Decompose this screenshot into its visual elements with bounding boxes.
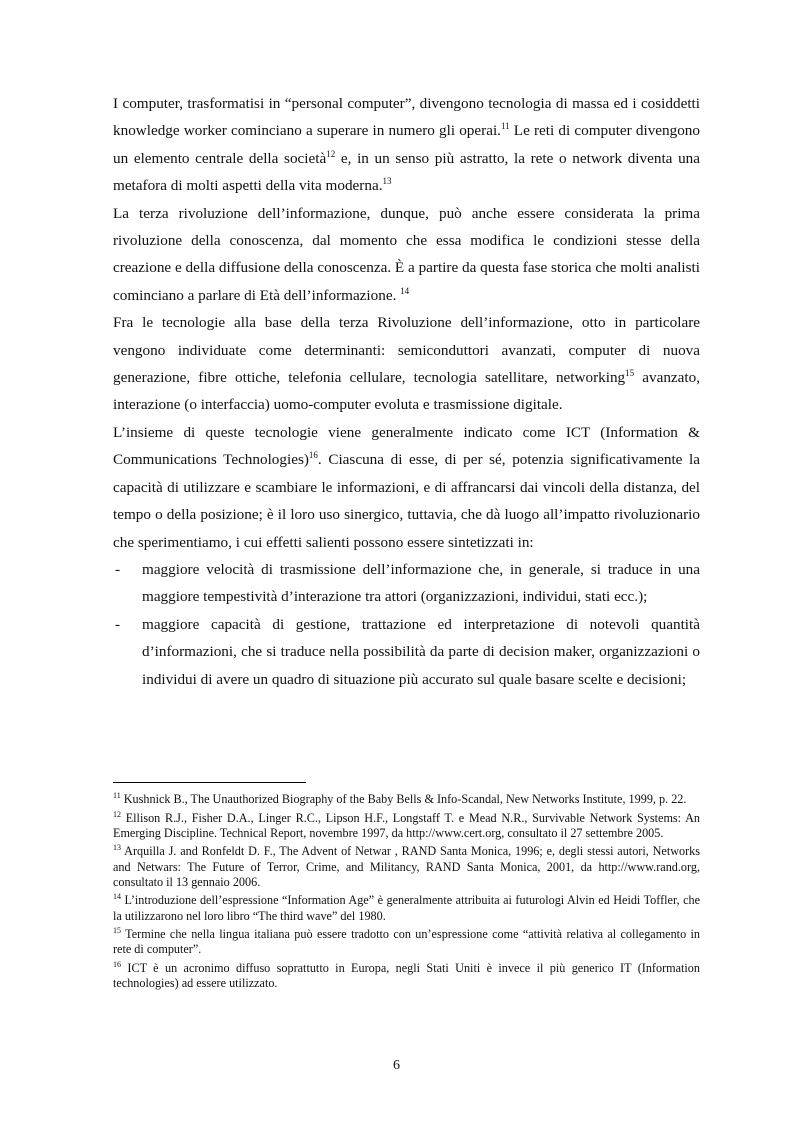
footnote-ref-12[interactable]: 12 <box>326 148 336 159</box>
footnote-number: 12 <box>113 809 121 819</box>
footnote-number: 14 <box>113 892 121 902</box>
paragraph-text: I computer, trasformatisi in “personal computer”, divengono tecnologia di massa ed i cosiddetti knowledge worker cominciano a superare in numero gli operai. <box>113 95 700 140</box>
paragraph-2 <box>113 200 700 310</box>
paragraph-text: L’insieme di queste tecnologie viene generalmente indicato come ICT (Information & Communications Technologies) <box>113 423 700 469</box>
bullet-dash: - <box>115 615 121 633</box>
footnote-text: Ellison R.J., Fisher D.A., Linger R.C., Lipson H.F., Longstaff T. e Mead N.R., Survivable Network Systems: An Emerging Discipline. Technical Report, novembre 1997, da http://www.cert.org, consultato il 27 settembre 2005. <box>113 810 700 840</box>
footnote-text: Arquilla J. and Ronfeldt D. F., The Advent of Netwar , RAND Santa Monica, 1996; e, degli stessi autori, Networks and Netwars: The Future of Terror, Crime, and Militancy, RAND Santa Monica, 2001, da http://www.rand.org, consultato il 13 gennaio 2006. <box>113 844 700 889</box>
footnote-ref-11[interactable]: 11 <box>500 121 510 132</box>
footnote-15 <box>113 927 700 957</box>
footnote-ref-16[interactable]: 16 <box>308 450 318 461</box>
list-item <box>113 556 700 611</box>
page-number: 6 <box>393 1058 400 1073</box>
footnote-number: 16 <box>113 959 121 969</box>
footnote-13 <box>113 844 700 890</box>
paragraph-1 <box>113 90 700 200</box>
footnote-ref-14[interactable]: 14 <box>400 285 410 296</box>
paragraph-text: Le reti di computer divengono un elemento centrale della società <box>113 122 700 167</box>
paragraph-text: avanzato, interazione (o interfaccia) uomo-computer evoluta e trasmissione digitale. <box>113 369 701 414</box>
footnote-number: 15 <box>113 926 121 936</box>
paragraph-text: . Ciascuna di esse, di per sé, potenzia significativamente la capacità di utilizzare e scambiare le informazioni, e di affrancarsi dai vincoli della distanza, del tempo o della posizione; è il loro uso sinergico, tuttavia, che dà luogo all’impatto rivoluzionario che sperimentiamo, i cui effetti salienti possono essere sintetizzati in: <box>113 451 700 551</box>
effects-list <box>113 556 700 693</box>
main-text <box>113 90 700 693</box>
paragraph-4 <box>113 419 700 556</box>
footnote-text: Kushnick B., The Unauthorized Biography of the Baby Bells & Info-Scandal, New Networks Institute, 1999, p. 22. <box>120 792 687 806</box>
list-item-text: maggiore capacità di gestione, trattazione ed interpretazione di notevoli quantità d’informazioni, che si traduce nella possibilità da parte di decision maker, organizzazioni o individui di avere un quadro di situazione più accurato sul quale basare scelte e decisioni; <box>142 615 700 688</box>
list-item <box>113 611 700 693</box>
footnote-12 <box>113 811 700 841</box>
footnote-separator <box>113 782 306 783</box>
footnote-16 <box>113 961 700 991</box>
paragraph-3 <box>113 309 700 419</box>
footnote-11 <box>113 792 700 807</box>
footnote-number: 13 <box>113 843 121 853</box>
paragraph-text: Fra le tecnologie alla base della terza Rivoluzione dell’informazione, otto in particolare vengono individuate come determinanti: semiconduttori avanzati, computer di nuova generazione, fibre ottiche, telefonia cellulare, tecnologia satellitare, networking <box>113 314 700 387</box>
footnote-ref-13[interactable]: 13 <box>382 176 392 187</box>
footnote-14 <box>113 893 700 923</box>
footnote-text: Termine che nella lingua italiana può essere tradotto con un’espressione come “attività relativa al collegamento in rete di computer”. <box>113 927 700 957</box>
footnote-number: 11 <box>113 790 121 800</box>
bullet-dash: - <box>115 560 121 578</box>
paragraph-text: La terza rivoluzione dell’informazione, dunque, può anche essere considerata la prima rivoluzione della conoscenza, dal momento che essa modifica le condizioni stesse della creazione e della diffusione della conoscenza. È a partire da questa fase storica che molti analisti cominciano a parlare di Età dell’informazione. <box>113 204 700 304</box>
footnotes <box>113 792 700 995</box>
footnote-text: ICT è un acronimo diffuso soprattutto in Europa, negli Stati Uniti è invece il più generico IT (Information technologies) ad essere utilizzato. <box>113 960 700 991</box>
paragraph-text: e, in un senso più astratto, la rete o network diventa una metafora di molti aspetti della vita moderna. <box>113 149 700 195</box>
list-item-text: maggiore velocità di trasmissione dell’informazione che, in generale, si traduce in una maggiore tempestività d’interazione tra attori (organizzazioni, individui, stati ecc.); <box>142 560 700 606</box>
footnote-ref-15[interactable]: 15 <box>625 368 635 378</box>
footnote-text: L’introduzione dell’espressione “Information Age” è generalmente attribuita ai futurologi Alvin ed Heidi Toffler, che la utilizzarono nel loro libro “The third wave” del 1980. <box>113 893 700 923</box>
